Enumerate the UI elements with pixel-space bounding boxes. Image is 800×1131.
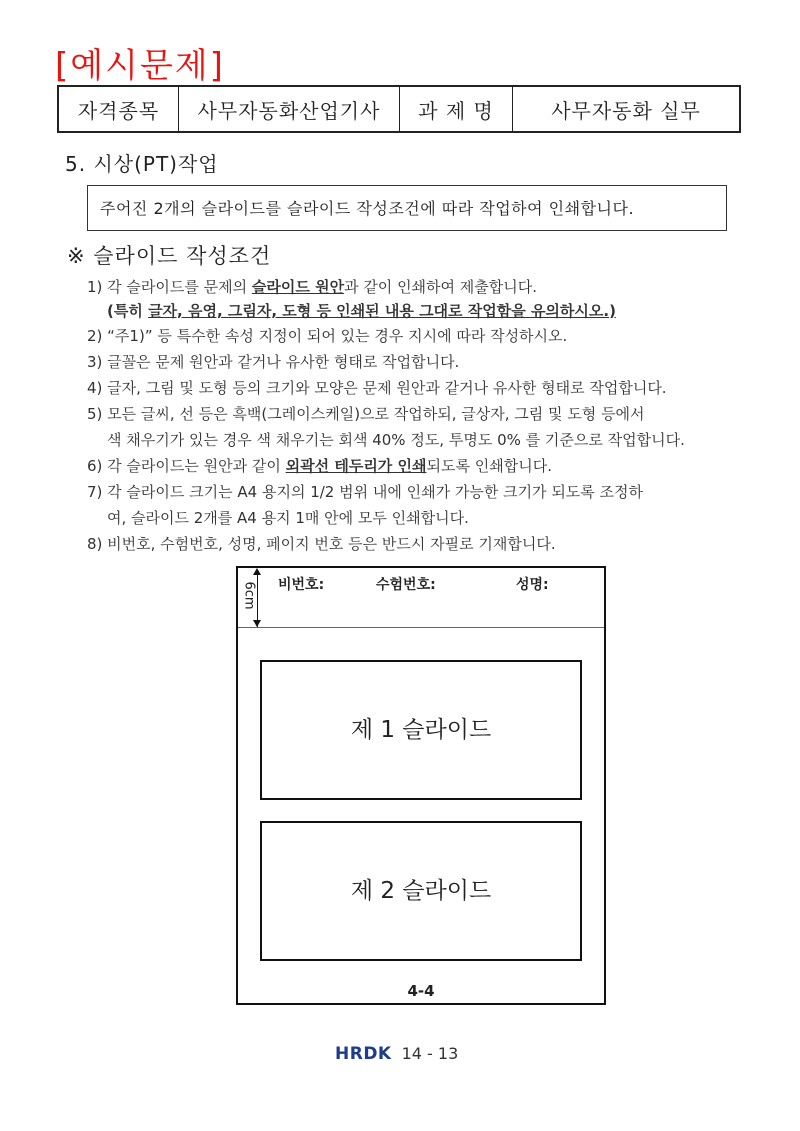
footer <box>335 1044 458 1064</box>
field-value: 사무자동화산업기사 <box>179 86 400 132</box>
header-divider <box>238 627 604 628</box>
rule-1: 1) 각 슬라이드를 문제의 슬라이드 원안과 같이 인쇄하여 제출합니다. <box>87 278 538 296</box>
rule-7-cont: 여, 슬라이드 2개를 A4 용지 1매 안에 모두 인쇄합니다. <box>107 509 469 527</box>
rule-3: 3) 글꼴은 문제 원안과 같거나 유사한 형태로 작업합니다. <box>87 353 460 371</box>
seat-number-label: 비번호: <box>278 577 325 593</box>
measure-line <box>257 570 258 627</box>
page-title: [예시문제] <box>55 46 225 86</box>
measure-label: 6cm <box>241 581 257 610</box>
exam-number-label: 수험번호: <box>376 577 436 593</box>
rule-1-note-underline: 글자, 음영, 그림자, 도형 등 인쇄된 내용 그대로 작업함을 유의하시오.) <box>148 302 616 320</box>
rule-2: 2) “주1)” 등 특수한 속성 지정이 되어 있는 경우 지시에 따라 작성하시오. <box>87 327 568 345</box>
slide-2-box: 제 2 슬라이드 <box>260 821 582 961</box>
name-label: 성명: <box>516 577 549 593</box>
rule-1-note: (특히 글자, 음영, 그림자, 도형 등 인쇄된 내용 그대로 작업함을 유의하시오.) <box>107 302 616 320</box>
subject-value: 사무자동화 실무 <box>513 86 741 132</box>
section-heading: 5. 시상(PT)작업 <box>65 152 219 176</box>
arrow-down-icon <box>253 620 261 627</box>
rule-4: 4) 글자, 그림 및 도형 등의 크기와 모양은 문제 원안과 같거나 유사한 형태로 작업합니다. <box>87 379 667 397</box>
rule-5: 5) 모든 글씨, 선 등은 흑백(그레이스케일)으로 작업하되, 글상자, 그림 및 도형 등에서 <box>87 405 645 423</box>
conditions-title: ※ 슬라이드 작성조건 <box>67 244 272 268</box>
sample-page-number: 4-4 <box>407 982 435 1000</box>
rule-8: 8) 비번호, 수험번호, 성명, 페이지 번호 등은 반드시 자필로 기재합니다. <box>87 535 556 553</box>
rule-1-underline: 슬라이드 원안 <box>251 278 345 296</box>
rule-6-underline: 외곽선 테두리가 인쇄 <box>285 457 427 475</box>
slide-1-box: 제 1 슬라이드 <box>260 660 582 800</box>
arrow-up-icon <box>253 568 261 575</box>
footer-page-number: 14 - 13 <box>401 1044 459 1063</box>
info-table <box>57 85 741 133</box>
instruction-box: 주어진 2개의 슬라이드를 슬라이드 작성조건에 따라 작업하여 인쇄합니다. <box>87 185 727 231</box>
rule-7: 7) 각 슬라이드 크기는 A4 용지의 1/2 범위 내에 인쇄가 가능한 크기가 되도록 조정하 <box>87 483 644 501</box>
subject-label: 과 제 명 <box>400 86 513 132</box>
rule-6: 6) 각 슬라이드는 원안과 같이 외곽선 테두리가 인쇄되도록 인쇄합니다. <box>87 457 552 475</box>
rule-5-cont: 색 채우기가 있는 경우 색 채우기는 회색 40% 정도, 투명도 0% 를 기준으로 작업합니다. <box>107 431 685 449</box>
hrdk-logo: HRDK <box>335 1044 392 1064</box>
layout-sample <box>236 566 606 1005</box>
field-label: 자격종목 <box>58 86 179 132</box>
